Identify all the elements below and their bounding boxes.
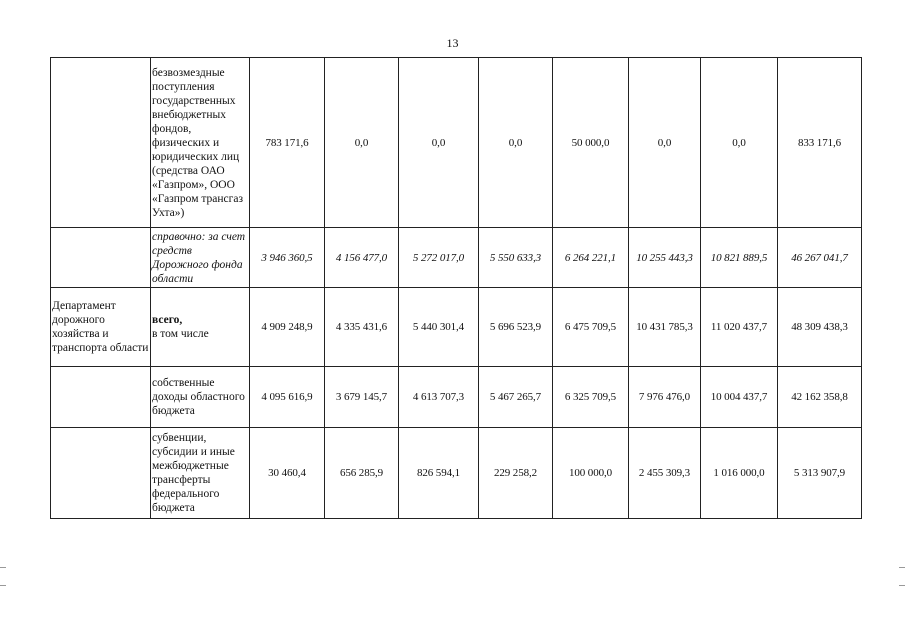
description-cell: собственные доходы областного бюджета: [151, 367, 250, 428]
scan-edge-mark: [899, 585, 905, 586]
value-cell: 10 255 443,3: [629, 228, 701, 288]
value-cell: 0,0: [325, 58, 399, 228]
value-cell: 5 696 523,9: [479, 288, 553, 367]
value-cell: 100 000,0: [553, 428, 629, 519]
org-cell: [51, 228, 151, 288]
value-cell: 6 264 221,1: [553, 228, 629, 288]
budget-table: [50, 57, 862, 519]
value-cell: 4 613 707,3: [399, 367, 479, 428]
value-cell: 5 272 017,0: [399, 228, 479, 288]
value-cell: 783 171,6: [250, 58, 325, 228]
value-cell: 10 431 785,3: [629, 288, 701, 367]
value-cell: 229 258,2: [479, 428, 553, 519]
table-row: [51, 428, 862, 519]
org-cell: [51, 428, 151, 519]
total-label: всего,: [152, 314, 183, 326]
value-cell: 5 313 907,9: [778, 428, 862, 519]
page-number: 13: [446, 36, 459, 50]
description-cell: безвозмездные поступления государственных внебюджетных фондов, физических и юридических лиц (средства ОАО «Газпром», ООО «Газпром трансгаз Ухта»): [151, 58, 250, 228]
value-cell: 6 475 709,5: [553, 288, 629, 367]
value-cell: 7 976 476,0: [629, 367, 701, 428]
value-cell: 3 946 360,5: [250, 228, 325, 288]
value-cell: 50 000,0: [553, 58, 629, 228]
value-cell: 11 020 437,7: [701, 288, 778, 367]
value-cell: 0,0: [629, 58, 701, 228]
org-cell: [51, 58, 151, 228]
value-cell: 0,0: [479, 58, 553, 228]
value-cell: 3 679 145,7: [325, 367, 399, 428]
description-cell: субвенции, субсидии и иные межбюджетные трансферты федерального бюджета: [151, 428, 250, 519]
value-cell: 48 309 438,3: [778, 288, 862, 367]
org-cell: Департамент дорожного хозяйства и транспорта области: [51, 288, 151, 367]
value-cell: 4 095 616,9: [250, 367, 325, 428]
value-cell: 5 550 633,3: [479, 228, 553, 288]
value-cell: 833 171,6: [778, 58, 862, 228]
value-cell: 0,0: [399, 58, 479, 228]
description-cell: справочно: за счет средств Дорожного фонда области: [151, 228, 250, 288]
scan-edge-mark: [0, 567, 6, 568]
value-cell: 42 162 358,8: [778, 367, 862, 428]
value-cell: 2 455 309,3: [629, 428, 701, 519]
table-row: [51, 367, 862, 428]
value-cell: 6 325 709,5: [553, 367, 629, 428]
including-label: в том числе: [152, 328, 209, 340]
value-cell: 4 335 431,6: [325, 288, 399, 367]
table-row: [51, 288, 862, 367]
value-cell: 656 285,9: [325, 428, 399, 519]
table-row: [51, 228, 862, 288]
value-cell: 826 594,1: [399, 428, 479, 519]
value-cell: 30 460,4: [250, 428, 325, 519]
table-row: [51, 58, 862, 228]
value-cell: 46 267 041,7: [778, 228, 862, 288]
scan-edge-mark: [0, 585, 6, 586]
description-cell: [151, 288, 250, 367]
value-cell: 4 909 248,9: [250, 288, 325, 367]
value-cell: 10 821 889,5: [701, 228, 778, 288]
value-cell: 0,0: [701, 58, 778, 228]
value-cell: 5 467 265,7: [479, 367, 553, 428]
value-cell: 10 004 437,7: [701, 367, 778, 428]
value-cell: 4 156 477,0: [325, 228, 399, 288]
value-cell: 5 440 301,4: [399, 288, 479, 367]
org-cell: [51, 367, 151, 428]
value-cell: 1 016 000,0: [701, 428, 778, 519]
scan-edge-mark: [899, 567, 905, 568]
